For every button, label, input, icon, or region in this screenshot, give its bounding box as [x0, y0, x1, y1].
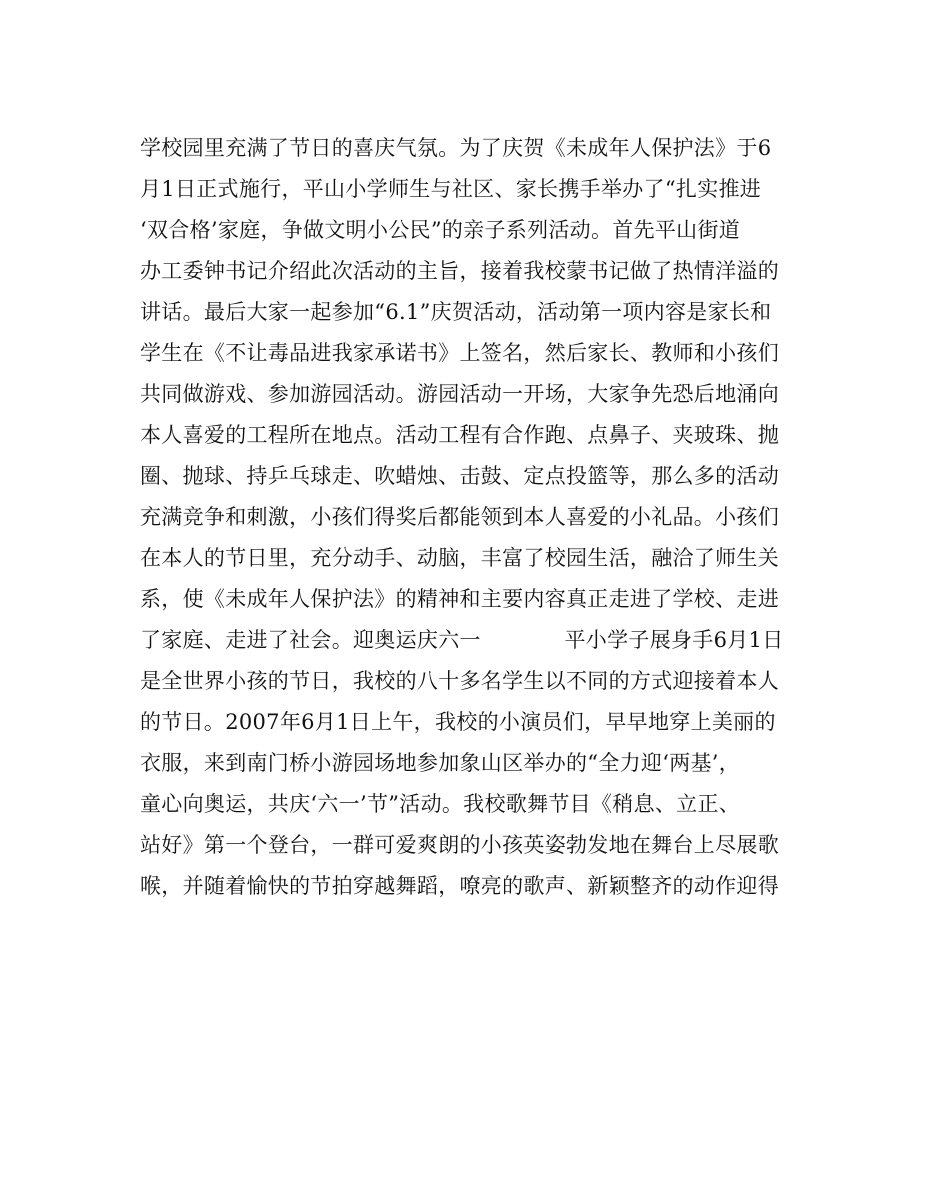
text-line: ‘双合格’家庭，争做文明小公民”的亲子系列活动。首先平山街道 — [140, 218, 741, 242]
text-line: 充满竞争和刺激，小孩们得奖后都能领到本人喜爱的小礼品。小孩们 — [140, 505, 779, 529]
text-line: 衣服，来到南门桥小游园场地参加象山区举办的“全力迎‘两基’， — [140, 751, 741, 775]
body-text — [140, 128, 820, 907]
text-line: 是全世界小孩的节日，我校的八十多名学生以不同的方式迎接着本人 — [140, 669, 779, 693]
text-line: 学校园里充满了节日的喜庆气氛。为了庆贺《未成年人保护法》于6 — [140, 136, 772, 160]
text-line: 站好》第一个登台，一群可爱爽朗的小孩英姿勃发地在舞台上尽展歌 — [140, 833, 779, 857]
text-line: 童心向奥运，共庆‘六一’节”活动。我校歌舞节目《稍息、立正、 — [140, 792, 741, 816]
text-line: 月1日正式施行，平山小学师生与社区、家长携手举办了“扎实推进 — [140, 177, 762, 201]
text-line: 系，使《未成年人保护法》的精神和主要内容真正走进了学校、走进 — [140, 587, 779, 611]
text-line: 的节日。2007年6月1日上午，我校的小演员们，早早地穿上美丽的 — [140, 710, 776, 734]
text-line: 喉，并随着愉快的节拍穿越舞蹈，嘹亮的歌声、新颖整齐的动作迎得 — [140, 874, 779, 898]
text-line: 了家庭、走进了社会。迎奥运庆六一 平小学子展身手6月1日 — [140, 628, 784, 652]
text-line: 讲话。最后大家一起参加“6.1”庆贺活动，活动第一项内容是家长和 — [140, 300, 772, 324]
text-line: 圈、抛球、持乒乓球走、吹蜡烛、击鼓、定点投篮等，那么多的活动 — [140, 464, 779, 488]
text-line: 共同做游戏、参加游园活动。游园活动一开场，大家争先恐后地涌向 — [140, 382, 779, 406]
text-line: 学生在《不让毒品进我家承诺书》上签名，然后家长、教师和小孩们 — [140, 341, 779, 365]
text-line: 本人喜爱的工程所在地点。活动工程有合作跑、点鼻子、夹玻珠、抛 — [140, 423, 779, 447]
text-line: 办工委钟书记介绍此次活动的主旨，接着我校蒙书记做了热情洋溢的 — [140, 259, 779, 283]
text-line: 在本人的节日里，充分动手、动脑，丰富了校园生活，融洽了师生关 — [140, 546, 779, 570]
